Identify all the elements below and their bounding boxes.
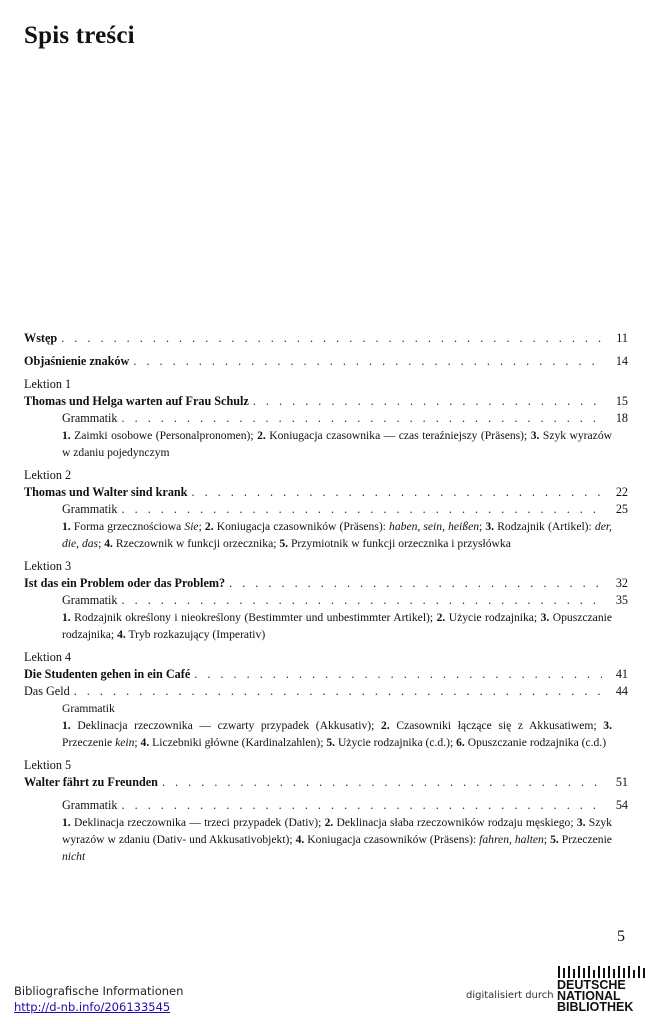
bibliographic-info (14, 983, 183, 1015)
toc-entry-grammatik (24, 797, 628, 814)
toc-entry-label: Walter fährt zu Freunden (24, 775, 158, 789)
toc-page-number: 32 (615, 576, 628, 590)
dnb-logo-line1: DEUTSCHE (557, 978, 626, 992)
toc-entry-subtext (24, 683, 628, 700)
toc-page-number: 18 (615, 411, 628, 425)
dot-leader (122, 410, 602, 427)
dot-leader (122, 501, 602, 518)
toc-entry-lektion-1 (24, 393, 628, 410)
toc-entry-lektion-2 (24, 484, 628, 501)
dnb-logo-line2: NATIONAL (557, 989, 621, 1003)
dot-leader (122, 797, 602, 814)
toc-page-number: 35 (615, 593, 628, 607)
grammar-topics: 1. Deklinacja rzeczownika — trzeci przypadek (Dativ); 2. Deklinacja słaba rzeczowników rodzaju męskiego; 3. Szyk wyrazów w zdaniu (Dativ- und Akkusativobjekt); 4. Koniugacja czasowników (Präsens): fahren, halten; 5. Przeczenie nicht (62, 816, 612, 863)
toc-entry-label: Grammatik (62, 411, 118, 425)
grammar-topics: 1. Forma grzecznościowa Sie; 2. Koniugacja czasowników (Präsens): haben, sein, heißen; 3. Rodzajnik (Artikel): der, die, das; 4. Rzeczownik w funkcji orzecznika; 5. Przymiotnik w funkcji orzecznika i przysłówka (62, 520, 612, 550)
toc-entry-grammatik (24, 592, 628, 609)
dnb-logo (556, 966, 652, 1014)
toc-entry-label: Thomas und Walter sind krank (24, 485, 188, 499)
toc-entry-label: Ist das ein Problem oder das Problem? (24, 576, 226, 590)
dot-leader (191, 484, 602, 501)
dnb-logo-bars-icon (558, 966, 645, 978)
grammar-topics: 1. Zaimki osobowe (Personalpronomen); 2. Koniugacja czasownika — czas teraźniejszy (Präsens); 3. Szyk wyrazów w zdaniu pojedynczym (62, 429, 612, 459)
toc-entry-grammatik (24, 501, 628, 518)
toc-entry-label: Wstęp (24, 331, 58, 345)
lektion-heading: Lektion 1 (24, 377, 72, 391)
toc-entry-label: Die Studenten gehen in ein Café (24, 667, 191, 681)
lektion-heading: Lektion 5 (24, 758, 72, 772)
toc-entry-label: Das Geld (24, 684, 70, 698)
dnb-logo-line3: BIBLIOTHEK (557, 1000, 634, 1014)
toc-page-number: 25 (615, 502, 628, 516)
toc-page-number: 11 (616, 331, 628, 345)
dot-leader (122, 592, 602, 609)
dot-leader (253, 393, 602, 410)
dot-leader (162, 774, 602, 791)
lektion-heading: Lektion 3 (24, 559, 72, 573)
toc-entry-lektion-5 (24, 774, 628, 791)
dot-leader (194, 666, 602, 683)
biblio-link[interactable]: http://d-nb.info/206133545 (14, 1000, 171, 1014)
table-of-contents (24, 330, 628, 865)
toc-page-number: 22 (615, 485, 628, 499)
toc-entry-label: Thomas und Helga warten auf Frau Schulz (24, 394, 249, 408)
grammar-heading: Grammatik (62, 702, 115, 715)
toc-entry-label: Grammatik (62, 502, 118, 516)
toc-entry-label: Grammatik (62, 593, 118, 607)
toc-entry-label: Grammatik (62, 798, 118, 812)
page-title: Spis treści (24, 22, 135, 49)
toc-page-number: 51 (615, 775, 628, 789)
toc-entry-lektion-3 (24, 575, 628, 592)
page-number: 5 (617, 928, 625, 945)
dot-leader (61, 330, 602, 347)
toc-page-number: 14 (615, 354, 628, 368)
toc-page-number: 44 (615, 684, 628, 698)
toc-page-number: 54 (615, 798, 628, 812)
toc-entry-label: Objaśnienie znaków (24, 354, 130, 368)
dot-leader (229, 575, 602, 592)
biblio-label: Bibliografische Informationen (14, 984, 184, 998)
dot-leader (74, 683, 602, 700)
toc-page-number: 41 (615, 667, 628, 681)
toc-page-number: 15 (615, 394, 628, 408)
toc-entry-intro (24, 330, 628, 347)
lektion-heading: Lektion 2 (24, 468, 72, 482)
dot-leader (133, 353, 602, 370)
grammar-topics: 1. Deklinacja rzeczownika — czwarty przypadek (Akkusativ); 2. Czasowniki łączące się z Akkusatiwem; 3. Przeczenie kein; 4. Liczebniki główne (Kardinalzahlen); 5. Użycie rodzajnika (c.d.); 6. Opuszczanie rodzajnika (c.d.) (62, 719, 612, 749)
grammar-topics: 1. Rodzajnik określony i nieokreślony (Bestimmter und unbestimmter Artikel); 2. Użycie rodzajnika; 3. Opuszczanie rodzajnika; 4. Tryb rozkazujący (Imperativ) (62, 611, 612, 641)
toc-entry-lektion-4 (24, 666, 628, 683)
toc-entry-grammatik (24, 410, 628, 427)
toc-entry-symbols (24, 353, 628, 370)
lektion-heading: Lektion 4 (24, 650, 72, 664)
digitized-by-text: digitalisiert durch (466, 990, 554, 1001)
